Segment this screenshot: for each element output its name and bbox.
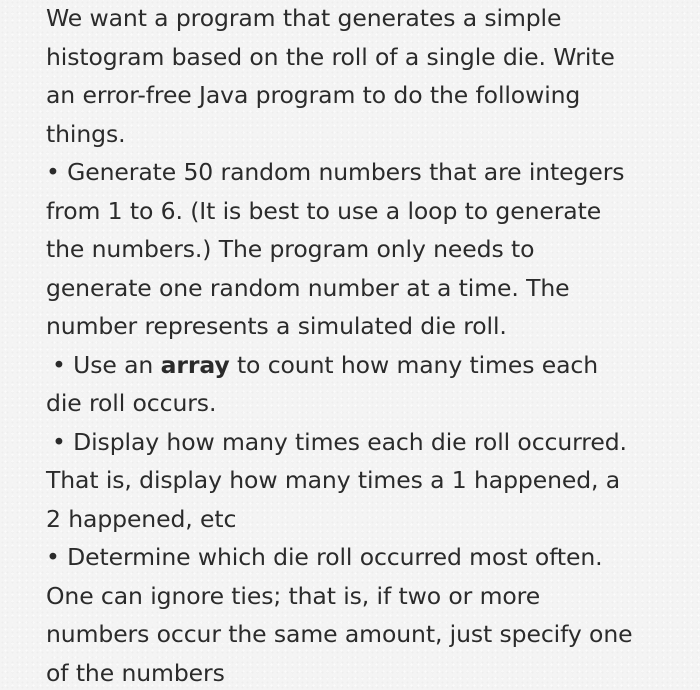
text-line-7: the numbers.) The program only needs to <box>46 235 535 263</box>
text-line-6: from 1 to 6. (It is best to use a loop to generate <box>46 197 602 225</box>
text-line-11: die roll occurs. <box>46 389 217 417</box>
bullet-array-after: to count how many times each <box>229 351 598 379</box>
bullet-generate: • Generate 50 random numbers that are integers <box>46 158 625 186</box>
text-line-1: We want a program that generates a simple <box>46 4 562 32</box>
bullet-display: • Display how many times each die roll occurred. <box>52 428 627 456</box>
bullet-array-before: • Use an <box>52 351 161 379</box>
bullet-array-bold: array <box>160 351 230 379</box>
text-line-4: things. <box>46 120 126 148</box>
text-line-2: histogram based on the roll of a single die. Write <box>46 43 615 71</box>
text-line-14: 2 happened, etc <box>46 505 237 533</box>
text-line-16: One can ignore ties; that is, if two or more <box>46 582 541 610</box>
text-line-17: numbers occur the same amount, just specify one <box>46 620 633 648</box>
bullet-array <box>52 351 598 379</box>
bullet-determine: • Determine which die roll occurred most often. <box>46 543 603 571</box>
text-line-8: generate one random number at a time. The <box>46 274 570 302</box>
text-line-13: That is, display how many times a 1 happened, a <box>46 466 621 494</box>
text-line-18: of the numbers <box>46 659 225 687</box>
text-line-9: number represents a simulated die roll. <box>46 312 507 340</box>
text-line-3: an error-free Java program to do the following <box>46 81 581 109</box>
